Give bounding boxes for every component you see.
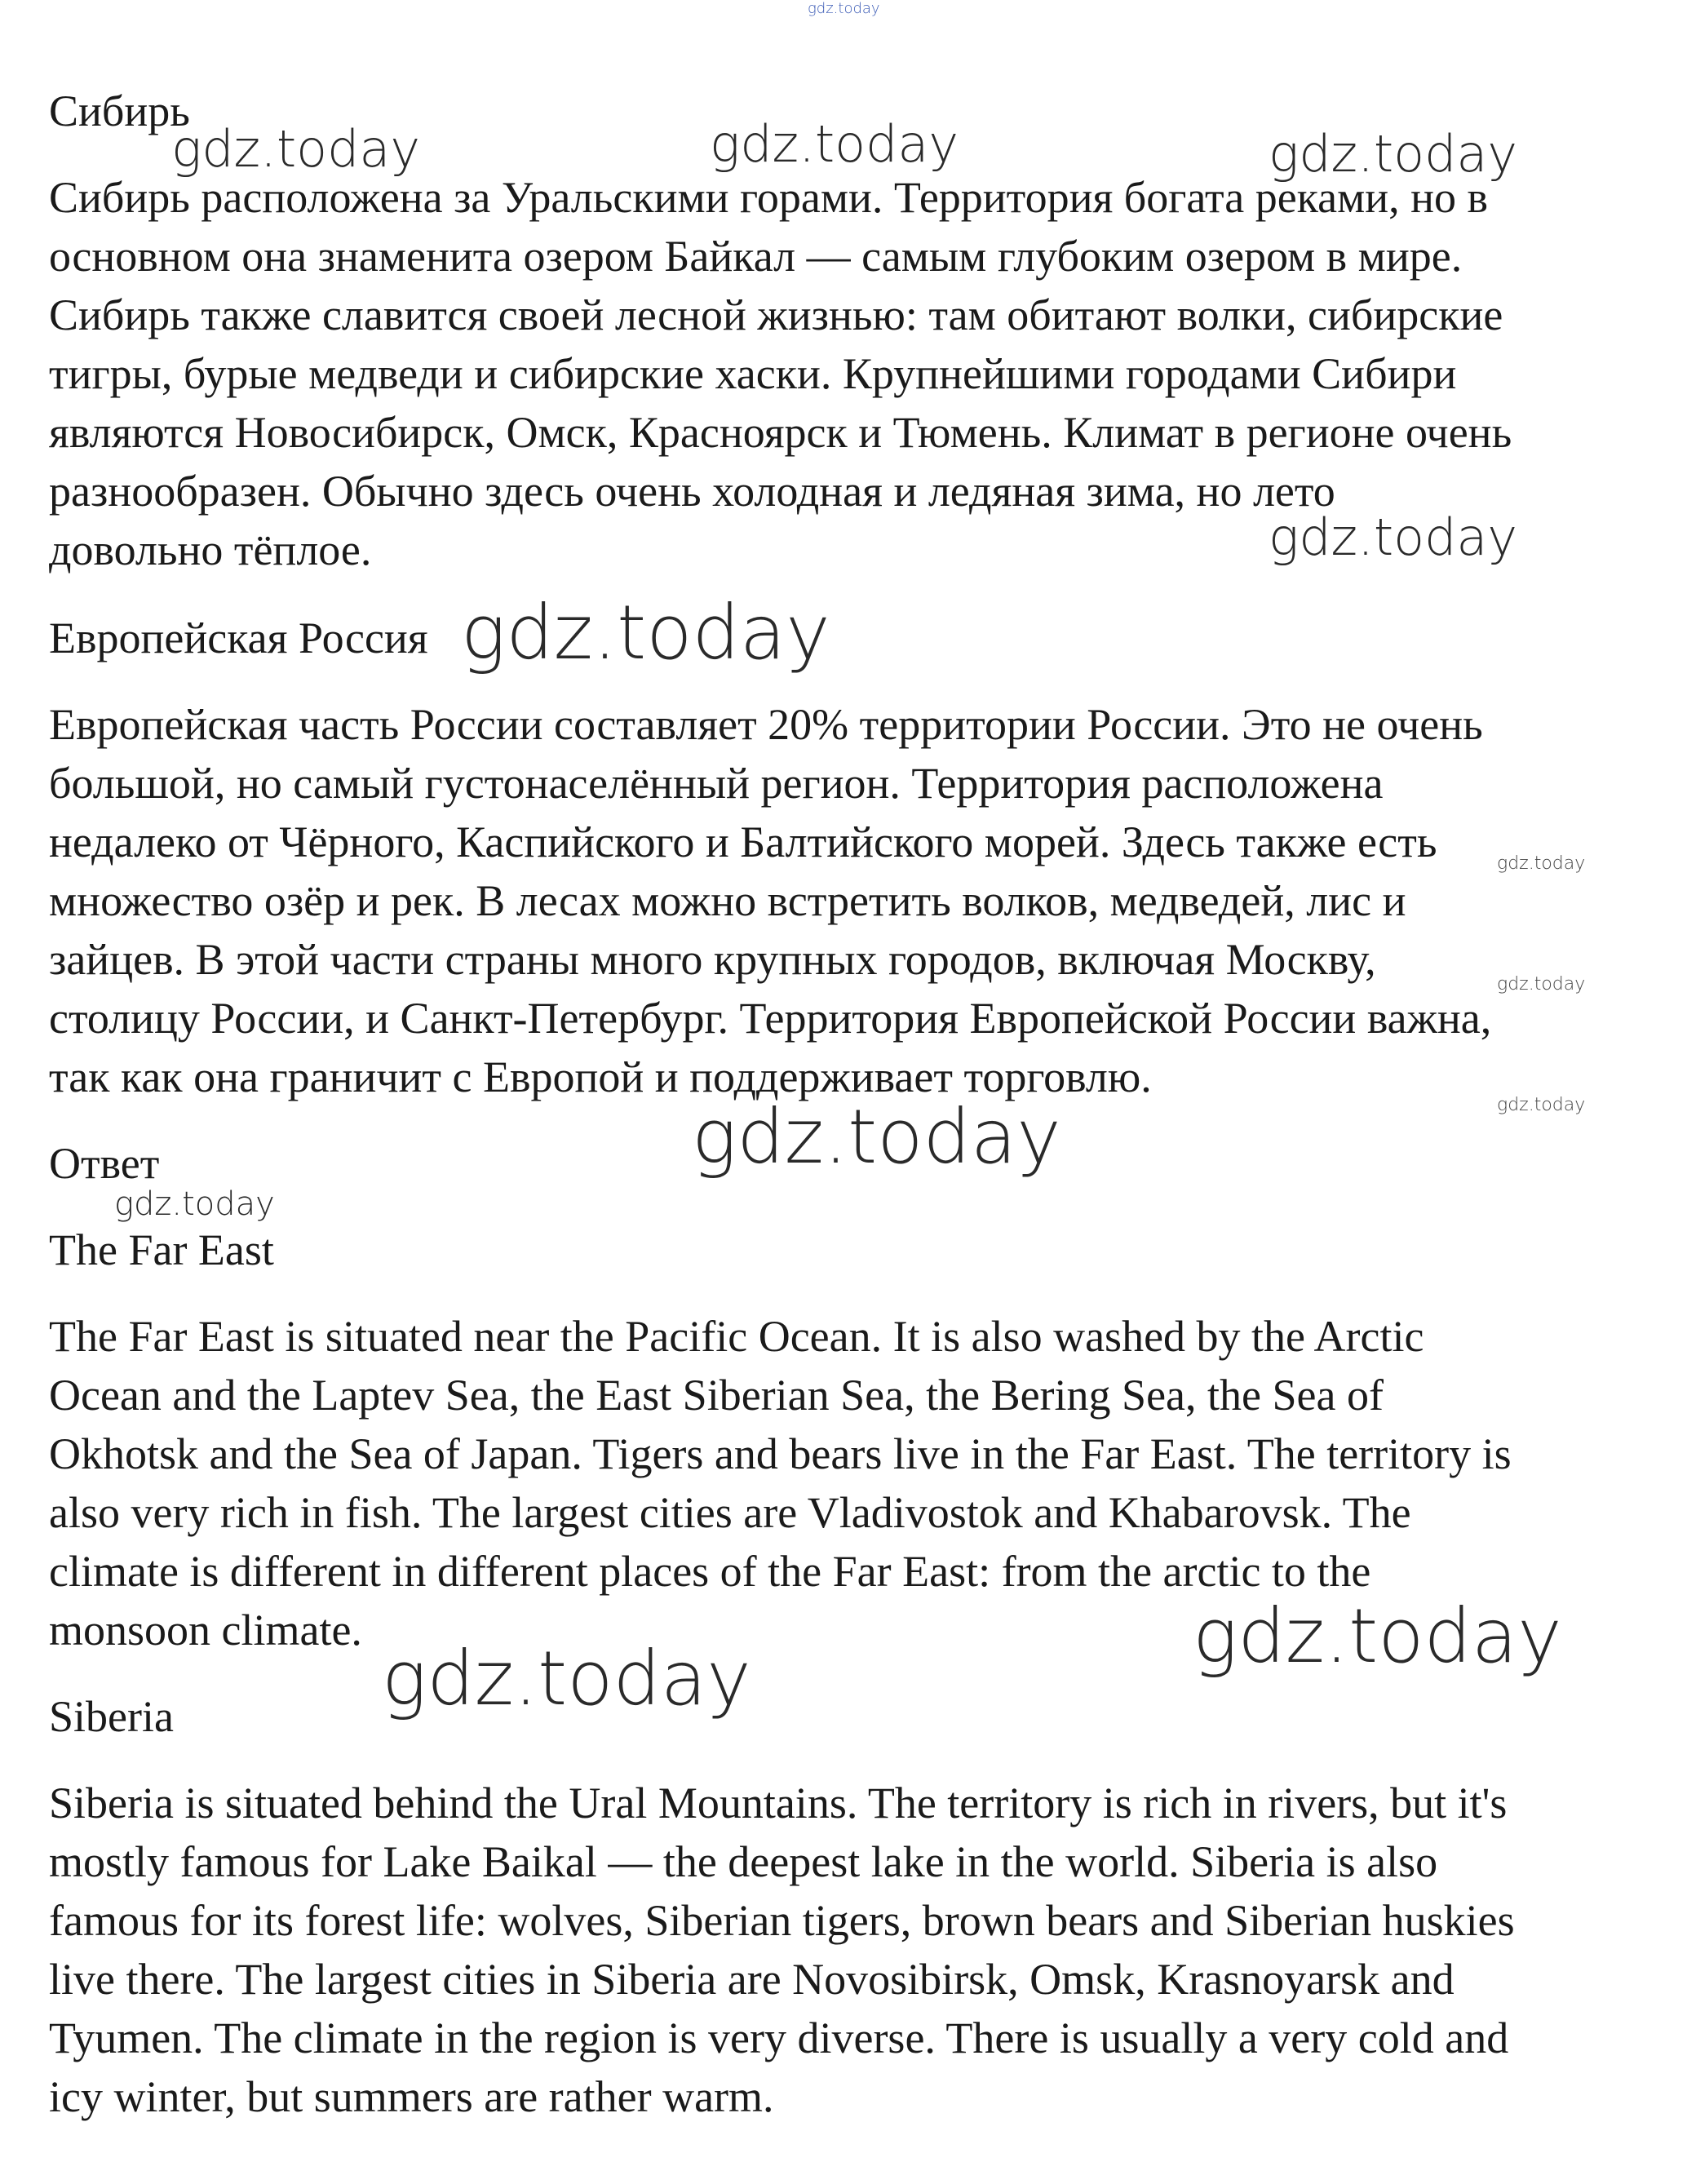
watermark: gdz.today (1269, 124, 1518, 184)
text-line: Tyumen. The climate in the region is very diverse. There is usually a very cold and (49, 2013, 1509, 2062)
watermark: gdz.today (114, 1185, 275, 1223)
text-line: Ocean and the Laptev Sea, the East Siberian Sea, the Bering Sea, the Sea of (49, 1371, 1384, 1420)
watermark: gdz.today (171, 119, 421, 179)
text-line: live there. The largest cities in Siberia are Novosibirsk, Omsk, Krasnoyarsk and (49, 1955, 1455, 2004)
text-line: famous for its forest life: wolves, Siberian tigers, brown bears and Siberian huskies (49, 1896, 1515, 1945)
text-line: зайцев. В этой части страны много крупных городов, включая Москву, (49, 935, 1376, 984)
watermark-top: gdz.today (808, 0, 880, 17)
text-line: The Far East is situated near the Pacific Ocean. It is also washed by the Arctic (49, 1312, 1424, 1361)
text-line: Европейская часть России составляет 20% территории России. Это не очень (49, 700, 1483, 749)
text-line: Сибирь также славится своей лесной жизнью: там обитают волки, сибирские (49, 290, 1503, 339)
watermark: gdz.today (1269, 507, 1518, 567)
watermark: gdz.today (692, 1093, 1061, 1181)
text-line: Сибирь расположена за Уральскими горами. Территория богата реками, но в (49, 173, 1489, 222)
watermark: gdz.today (1193, 1593, 1562, 1680)
text-line: столицу России, и Санкт-Петербург. Территория Европейской России важна, (49, 994, 1492, 1043)
text-line: icy winter, but summers are rather warm. (49, 2072, 774, 2121)
text-line: большой, но самый густонаселённый регион. Территория расположена (49, 759, 1384, 808)
section-title-siberia-ru: Сибирь (49, 86, 190, 135)
text-line: climate is different in different places of the Far East: from the arctic to the (49, 1547, 1371, 1596)
watermark: gdz.today (461, 589, 830, 676)
section-title-far-east-en: The Far East (49, 1225, 274, 1274)
text-line: also very rich in fish. The largest cities are Vladivostok and Khabarovsk. The (49, 1488, 1411, 1537)
text-line: разнообразен. Обычно здесь очень холодная и ледяная зима, но лето (49, 467, 1335, 516)
section-title-siberia-en: Siberia (49, 1692, 174, 1741)
watermark: gdz.today (710, 114, 959, 174)
watermark: gdz.today (382, 1635, 751, 1722)
text-line: основном она знаменита озером Байкал — самым глубоким озером в мире. (49, 232, 1463, 281)
text-line: множество озёр и рек. В лесах можно встретить волков, медведей, лис и (49, 876, 1406, 925)
answer-label: Ответ (49, 1139, 160, 1188)
text-line: monsoon climate. (49, 1606, 362, 1655)
section-body-european-ru (49, 695, 1648, 1106)
text-line: Okhotsk and the Sea of Japan. Tigers and bears live in the Far East. The territory is (49, 1429, 1512, 1478)
text-line: являются Новосибирск, Омск, Красноярск и Тюмень. Климат в регионе очень (49, 408, 1512, 457)
text-line: недалеко от Чёрного, Каспийского и Балтийского морей. Здесь также есть (49, 817, 1437, 866)
text-line: довольно тёплое. (49, 525, 372, 574)
watermark: gdz.today (1497, 974, 1586, 995)
watermark: gdz.today (1497, 1095, 1586, 1115)
text-line: Siberia is situated behind the Ural Mountains. The territory is rich in rivers, but it's (49, 1779, 1508, 1827)
section-body-siberia-en (49, 1774, 1648, 2126)
text-line: так как она граничит с Европой и поддерживает торговлю. (49, 1052, 1152, 1101)
section-title-european-ru: Европейская Россия (49, 614, 428, 662)
text-line: mostly famous for Lake Baikal — the deepest lake in the world. Siberia is also (49, 1837, 1438, 1886)
watermark: gdz.today (1497, 853, 1586, 874)
text-line: тигры, бурые медведи и сибирские хаски. Крупнейшими городами Сибири (49, 349, 1457, 398)
